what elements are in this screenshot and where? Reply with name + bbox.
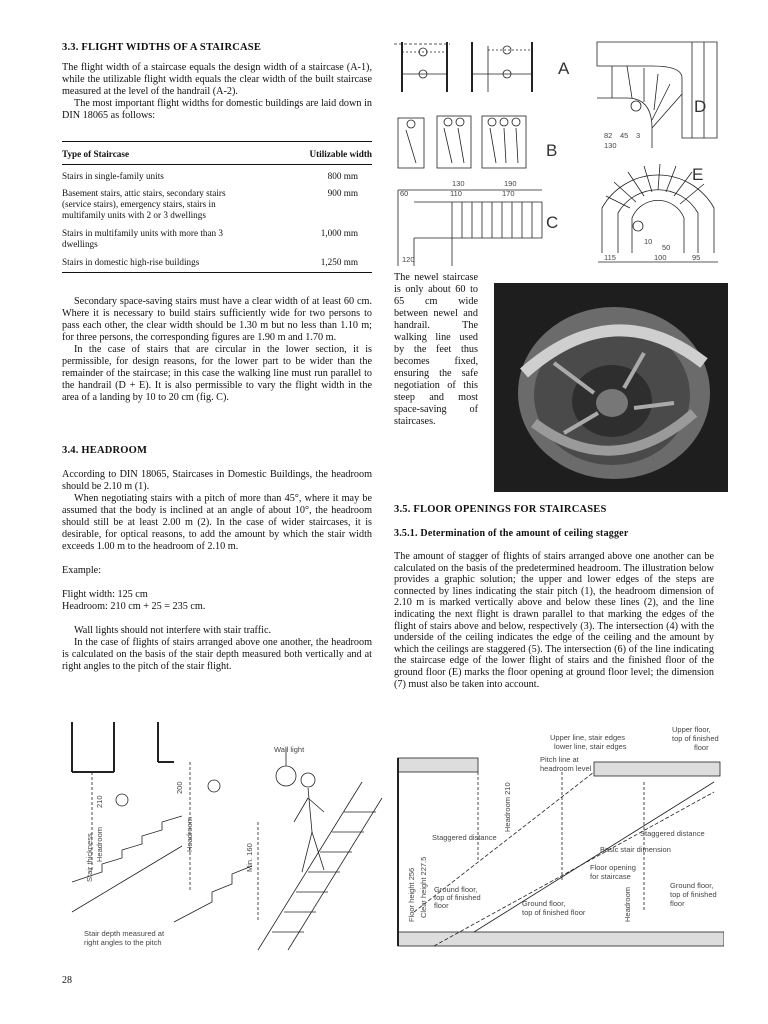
paragraph: In the case of flights of stairs arranged above one another, the headroom is calculated on the basis of the stair depth measured both vertically and at right angles to the pitch of the stair flight. (62, 637, 372, 672)
page-number: 28 (62, 975, 72, 986)
figure-caption: right angles to the pitch (84, 938, 162, 947)
ground-floor-label: Ground floor, (434, 885, 478, 894)
section-3-3-heading: 3.3. FLIGHT WIDTHS OF A STAIRCASE (62, 42, 262, 53)
basic-dimension-label: Basic stair dimension (600, 845, 671, 854)
table-header-width: Utilizable width (309, 149, 372, 159)
paragraph: In the case of stairs that are circular in the lower section, it is permissible, for design reasons, for the lower part to be wider than the remainder of the staircase; in this case the walking line must run parallel to the handrail (D + E). It is also permissible to vary the flight width in the area of a landing by 10 to 20 cm (fig. C). (62, 344, 372, 403)
table-row (62, 228, 372, 257)
newel-caption: The newel staircase is only about 60 to 65 cm wide between newel and handrail. The walking line used by the feet thus becomes fixed, ensuring the safe negotiation of this steep and most space-saving of staircases. (394, 272, 478, 427)
paragraph: According to DIN 18065, Staircases in Domestic Buildings, the headroom should be 2.10 m (1). (62, 469, 372, 492)
fig-label-e: E (692, 165, 704, 184)
pitch-line-label: headroom level (540, 764, 592, 773)
fig-label-d: D (694, 97, 707, 116)
staggered-distance-label: Staggered distance (432, 833, 497, 842)
dim-label: 82 (604, 131, 613, 140)
table-row (62, 257, 372, 272)
table-cell: Stairs in multifamily units with more than 3 dwellings (62, 228, 224, 249)
table-header-type: Type of Staircase (62, 149, 130, 159)
headroom-figure (62, 722, 384, 952)
min-label: Min. 160 (245, 843, 254, 872)
figure-caption: Stair depth measured at (84, 929, 165, 938)
table-cell: Stairs in domestic high-rise buildings (62, 257, 200, 267)
headroom-label: Headroom 210 (503, 782, 512, 832)
pitch-line-label: Pitch line at (540, 755, 579, 764)
dim-label: 115 (604, 253, 616, 262)
dim-label: 95 (692, 253, 701, 262)
fig-label-c: C (546, 213, 559, 232)
floor-opening-label: for staircase (590, 872, 631, 881)
section-3-5-body: The amount of stagger of flights of stairs arranged above one another can be calculated on the basis of the predetermined headroom. The illustration below provides a graphic solution; the upper and lower edges of the steps are connected by lines indicating the stair pitch (1), the headroom dimension of 2.10 m is marked vertically above and below these lines (2), and the line indicating the next flight is drawn parallel to that marking the edges of the flight of stairs above and below, respectively (3). The intersection (4) with the underside of the ceiling indicates the edge of the ceiling and the amount by which the ceilings are staggered (5). The intersection (6) of the line indicating the staircase edge of the lower flight of stairs and the finished floor of the ground floor (E) marks the floor opening at ground floor level; the dimension (7) must also be taken into account. (394, 551, 714, 690)
dim-label: 50 (662, 243, 671, 252)
ground-floor-label: floor (670, 899, 685, 908)
table-cell: 900 mm (327, 188, 358, 198)
ground-floor-label: top of finished (434, 893, 481, 902)
headroom-label: Headroom (185, 816, 194, 852)
dim-label: 190 (504, 179, 517, 188)
upper-floor-label: floor (694, 743, 709, 752)
upper-floor-label: Upper floor, (672, 725, 711, 734)
fig-label-b: B (546, 141, 558, 160)
table-cell: 800 mm (327, 171, 358, 181)
ground-floor-label: Ground floor, (522, 899, 566, 908)
flight-width-table (62, 141, 372, 273)
section-3-5-heading: 3.5. FLOOR OPENINGS FOR STAIRCASES (394, 504, 607, 515)
section-3-4-body (62, 469, 372, 673)
table-cell: Basement stairs, attic stairs, secondary stairs (service stairs), emergency stairs, stairs in multifamily units with 2 or 3 dwellings (62, 188, 226, 220)
table-row (62, 188, 372, 228)
dim-label: 210 (95, 795, 104, 808)
dim-label: 10 (644, 237, 653, 246)
staircase-plans-figure (392, 38, 720, 268)
dim-label: 45 (620, 131, 629, 140)
clear-height-label: Clear height 227.5 (419, 856, 428, 918)
paragraph: Wall lights should not interfere with stair traffic. (74, 625, 272, 636)
dim-label: 120 (402, 255, 415, 264)
stair-thickness-label: Stair thickness (85, 833, 94, 882)
newel-staircase-photo (494, 283, 728, 492)
example-label: Example: (62, 565, 102, 576)
section-3-4-heading: 3.4. HEADROOM (62, 445, 148, 456)
dim-label: 100 (654, 253, 667, 262)
table-cell: Stairs in single-family units (62, 171, 164, 181)
staggered-distance-label: Staggered distance (640, 829, 705, 838)
fig-label-a: A (558, 59, 570, 78)
spiral-stair-photo-image (494, 283, 728, 492)
table-cell: 1,250 mm (320, 257, 358, 267)
paragraph: The flight width of a staircase equals the design width of a staircase (A-1), while the utilizable flight width equals the clear width of the built staircase measured at the level of the handrail (A-2). (62, 62, 372, 97)
section-3-5-1-heading: 3.5.1. Determination of the amount of ceiling stagger (394, 528, 629, 539)
section-3-3-body (62, 62, 372, 122)
headroom-label: Headroom (95, 826, 104, 862)
upper-line-label: Upper line, stair edges (550, 733, 626, 742)
ceiling-stagger-figure (394, 722, 724, 960)
ground-floor-label: top of finished floor (522, 908, 586, 917)
dim-label: 170 (502, 189, 515, 198)
example-line: Flight width: 125 cm (62, 589, 148, 600)
dim-label: 200 (175, 781, 184, 794)
dim-label: 60 (400, 189, 409, 198)
paragraph: The most important flight widths for domestic buildings are laid down in DIN 18065 as follows: (62, 98, 372, 121)
lower-line-label: lower line, stair edges (554, 742, 627, 751)
example-line: Headroom: 210 cm + 25 = 235 cm. (62, 601, 206, 612)
table-cell: 1,000 mm (320, 228, 358, 238)
table-row (62, 171, 372, 188)
dim-label: 3 (636, 131, 641, 140)
dim-label: 110 (450, 189, 462, 198)
upper-floor-label: top of finished (672, 734, 719, 743)
ground-floor-label: Ground floor, (670, 881, 714, 890)
dim-label: 130 (604, 141, 617, 150)
floor-opening-label: Floor opening (590, 863, 636, 872)
paragraph: When negotiating stairs with a pitch of more than 45°, where it may be assumed that the body is inclined at an angle of about 10°, the headroom should still be at least 2.00 m (2). In the case of wider staircases, it is desirable, for optical reasons, to add the amount by which the stair width exceeds 1.00 m to the headroom of 2.10 m. (62, 493, 372, 552)
headroom-label: Headroom (623, 886, 632, 922)
floor-height-label: Floor height 256 (407, 867, 416, 922)
wall-light-label: Wall light (274, 745, 305, 754)
dim-label: 130 (452, 179, 465, 188)
ground-floor-label: floor (434, 901, 449, 910)
section-3-3-body-2 (62, 296, 372, 404)
ground-floor-label: top of finished (670, 890, 717, 899)
paragraph: Secondary space-saving stairs must have a clear width of at least 60 cm. Where it is necessary to build stairs sufficiently wide for two persons to pass each other, the clear width should be 1.30 m but no less than 1.10 m; for three persons, the corresponding figures are 1.90 m and 1.70 m. (62, 296, 372, 343)
